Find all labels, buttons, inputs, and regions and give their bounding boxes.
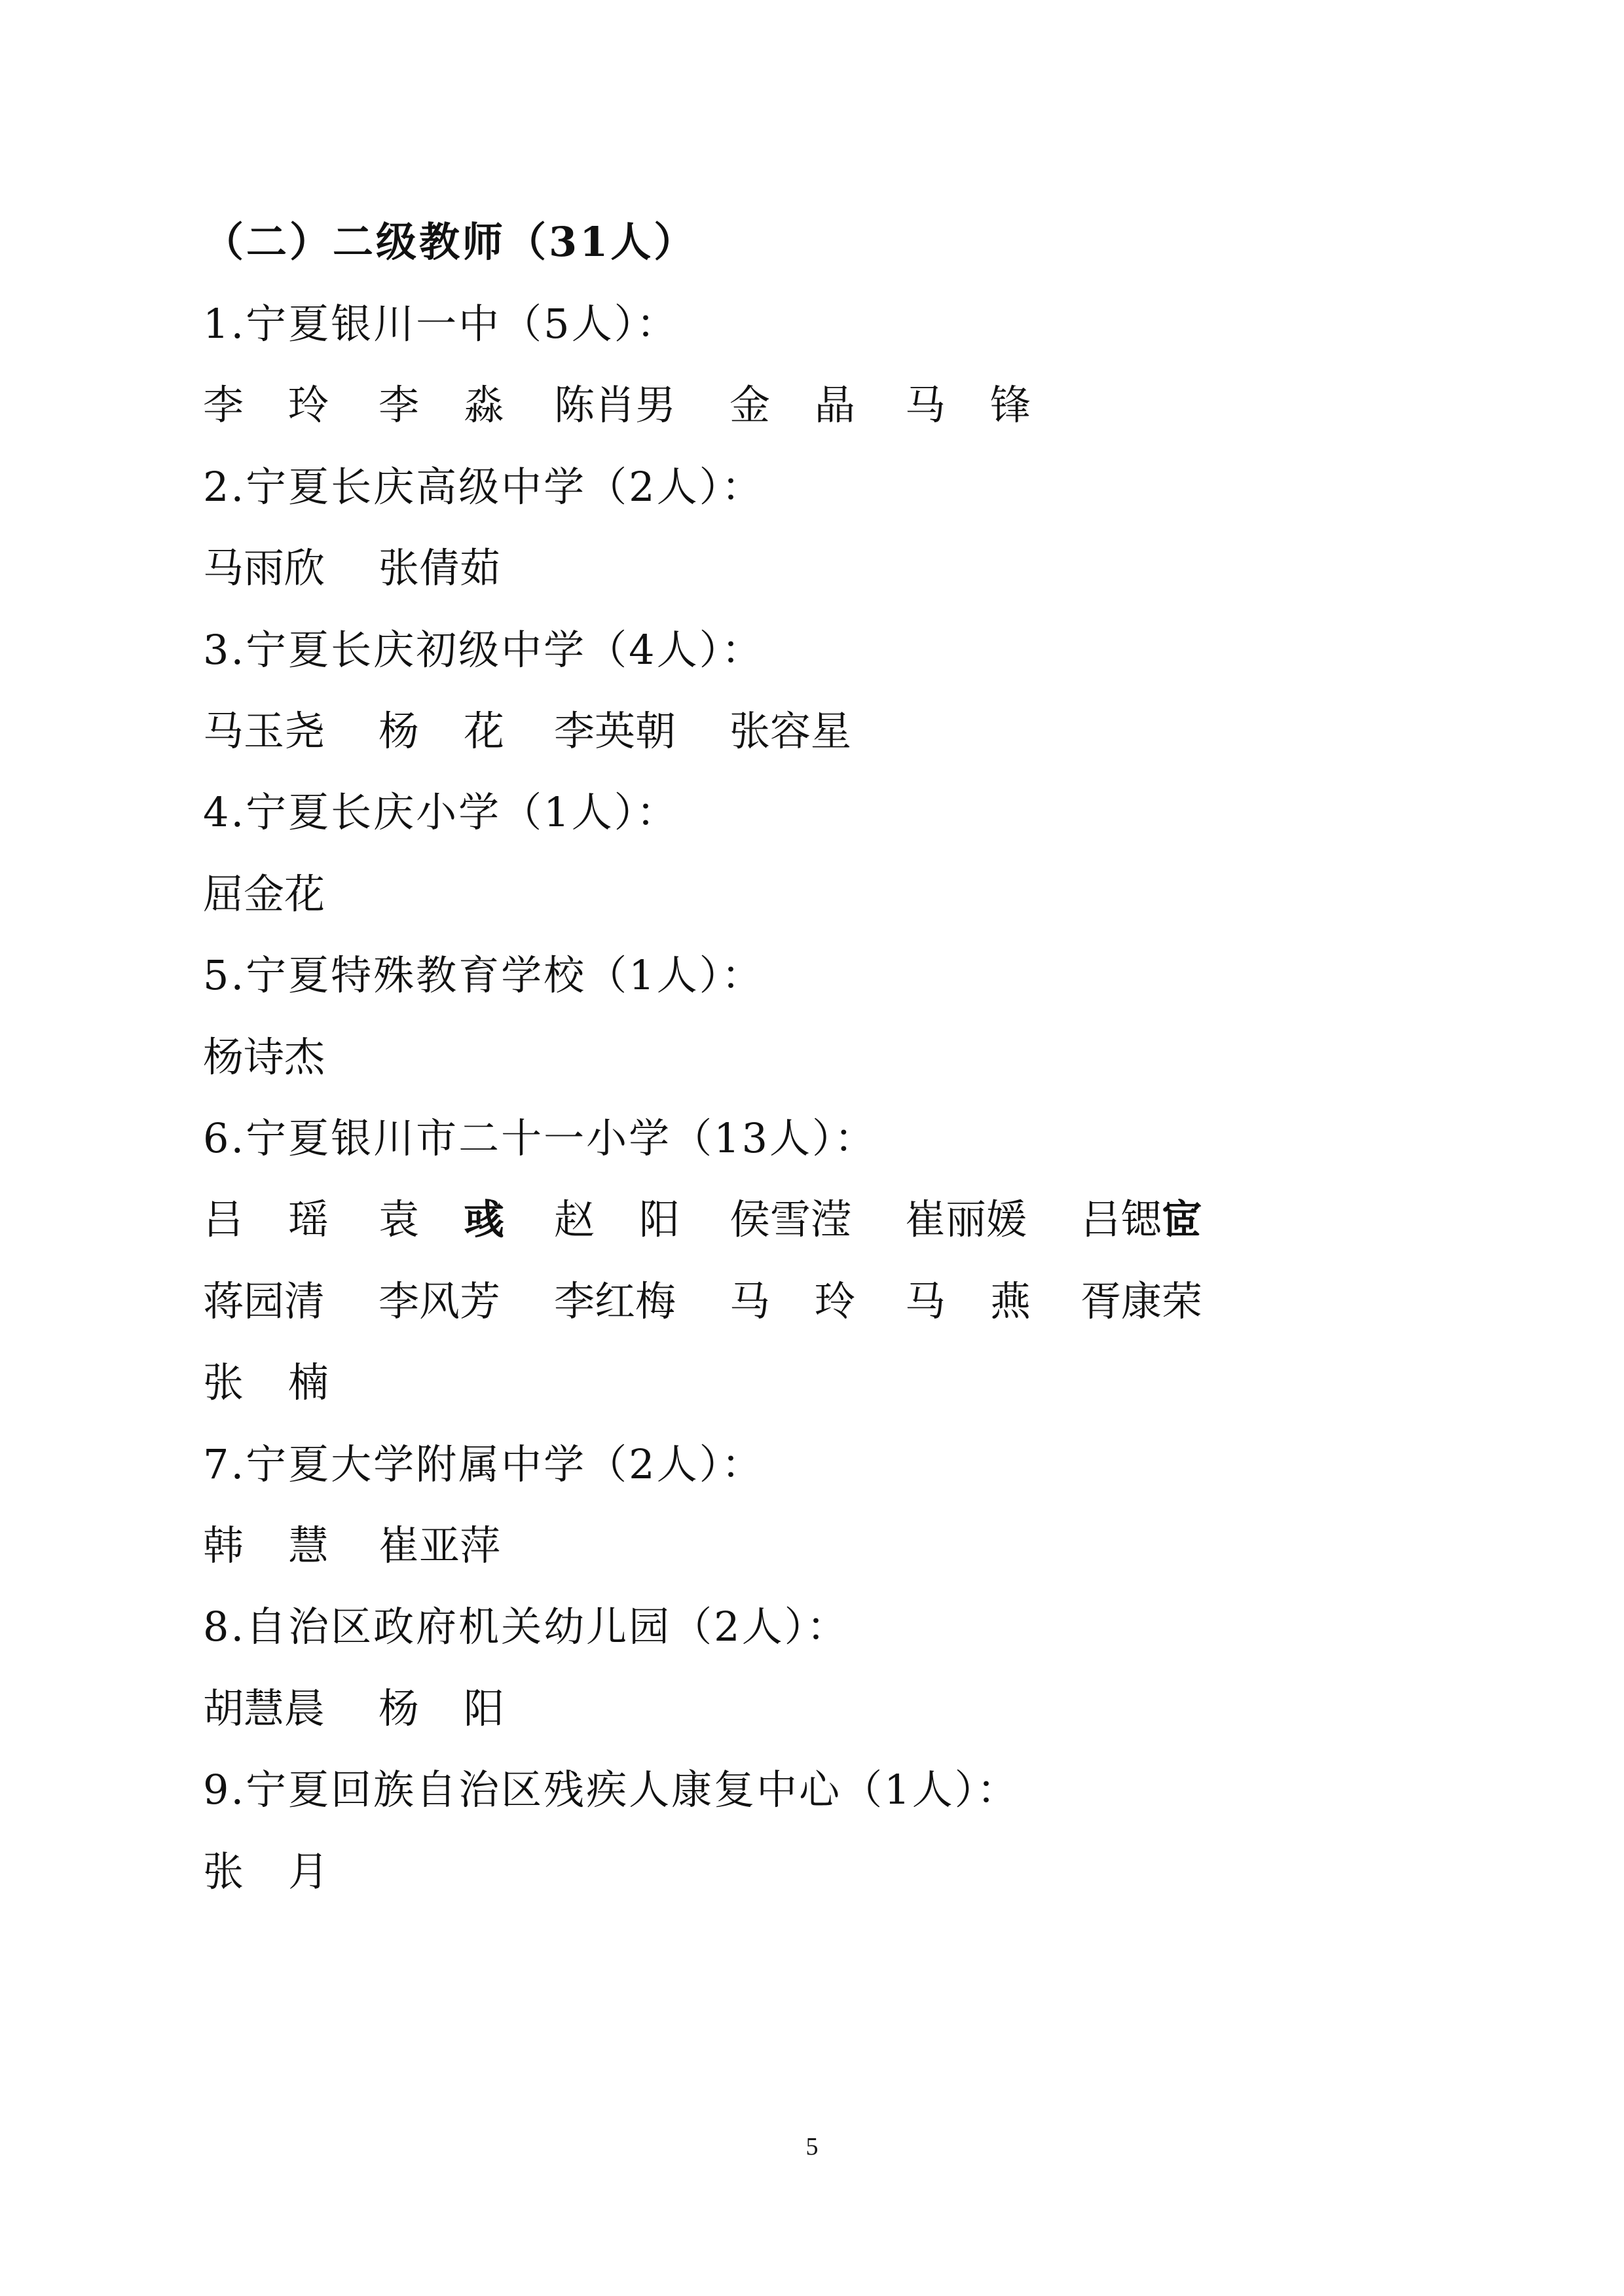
teacher-name: 袁彧 [378,1195,549,1244]
teacher-name: 胡慧晨 [203,1684,325,1732]
teacher-name: 李淼 [378,381,549,429]
teacher-name: 张倩茹 [378,544,501,592]
teacher-name: 屈金花 [203,869,325,918]
teacher-name: 马玲 [729,1277,900,1325]
name-row [0,379,1624,431]
teacher-name: 张楠 [203,1358,374,1407]
teacher-name: 韩慧 [203,1522,374,1569]
name-row [0,1683,1624,1735]
teacher-name: 杨诗杰 [203,1032,325,1081]
teacher-name: 马燕 [905,1277,1076,1325]
name-row [0,542,1624,594]
name-row [0,1846,1624,1898]
unit-title: 8.自治区政府机关幼儿园（2人）： [203,1603,849,1651]
teacher-name: 胥康荣 [1080,1277,1203,1325]
teacher-name: 李英朝 [554,707,676,755]
unit-title: 4.宁夏长庆小学（1人）： [203,788,679,837]
teacher-name: 陈肖男 [554,381,676,429]
name-row [0,1520,1624,1572]
unit-title: 7.宁夏大学附属中学（2人）： [203,1440,764,1488]
teacher-name: 吕锶宧 [1080,1195,1203,1244]
unit-title: 1.宁夏银川一中（5人）： [203,300,679,348]
name-row [0,1357,1624,1409]
teacher-name: 崔丽媛 [905,1195,1027,1244]
teacher-name: 杨花 [378,707,549,755]
teacher-name: 崔亚萍 [378,1522,501,1569]
teacher-name: 赵阳 [554,1195,725,1244]
unit-title: 2.宁夏长庆高级中学（2人）： [203,462,764,511]
name-row [0,1031,1624,1084]
unit-title: 3.宁夏长庆初级中学（4人）： [203,625,764,674]
name-row [0,705,1624,757]
teacher-name: 张容星 [729,707,852,755]
teacher-name: 马锋 [905,381,1076,429]
teacher-name: 李玲 [203,381,374,429]
teacher-name: 金晶 [729,381,900,429]
unit-title: 5.宁夏特殊教育学校（1人）： [203,951,764,1000]
name-row [0,868,1624,920]
teacher-name: 马雨欣 [203,544,325,592]
teacher-name: 李风芳 [378,1277,501,1325]
teacher-name: 蒋园清 [203,1277,325,1325]
teacher-name: 李红梅 [554,1277,676,1325]
page-number: 5 [805,2133,819,2160]
section-heading: （二）二级教师（31人） [203,218,697,266]
name-row [0,1275,1624,1328]
teacher-name: 马玉尧 [203,707,325,755]
name-row [0,1194,1624,1246]
teacher-name: 吕瑶 [203,1195,374,1244]
unit-title: 6.宁夏银川市二十一小学（13人）： [203,1114,877,1162]
teacher-name: 侯雪滢 [729,1195,852,1244]
teacher-name: 张月 [203,1847,374,1895]
unit-title: 9.宁夏回族自治区残疾人康复中心（1人）： [203,1766,1020,1814]
teacher-name: 杨阳 [378,1684,549,1732]
